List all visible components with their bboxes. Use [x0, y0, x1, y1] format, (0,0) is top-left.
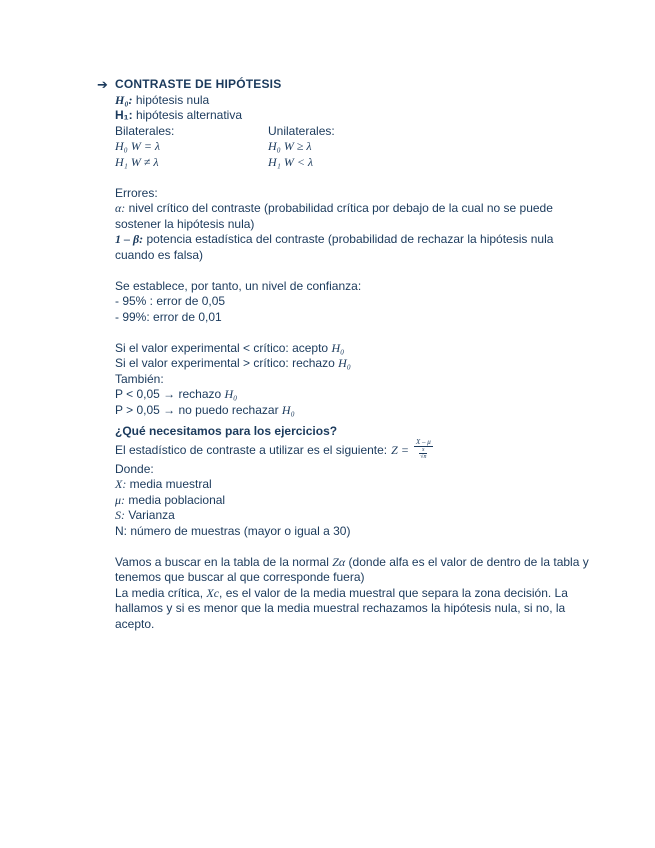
alpha-text: nivel crítico del contraste (probabilidad crítica por debajo de la cual no se puede sostener la hipótesis nula): [115, 201, 553, 231]
normal-table-text-b: (donde alfa es el valor de dentro de la tabla y tenemos que buscar al que corresponde fuera): [115, 554, 589, 584]
decision-accept-h0: H₀: [331, 340, 345, 355]
mu-definition: [115, 493, 590, 509]
document-content: [115, 77, 590, 632]
confidence-intro: Se establece, por tanto, un nivel de confianza:: [115, 278, 362, 293]
statistic-text: El estadístico de contraste a utilizar es el siguiente:: [115, 442, 388, 457]
xc-symbol: Xc: [206, 585, 220, 600]
z-formula: [391, 437, 433, 462]
p-value-reject-h0: H₀: [224, 387, 238, 401]
unilateral-h1: H₁ W < λ: [268, 154, 314, 169]
also-label: También:: [115, 371, 164, 386]
exercises-question: ¿Qué necesitamos para los ejercicios?: [115, 424, 338, 438]
section-title: CONTRASTE DE HIPÓTESIS: [115, 77, 282, 91]
bullet-arrow-icon: ➔: [97, 77, 108, 92]
p-value-reject-text: P < 0,05 → rechazo: [115, 387, 225, 401]
n-definition: N: número de muestras (mayor o igual a 30): [115, 523, 351, 538]
decision-reject: [115, 356, 590, 372]
where-label: Donde:: [115, 461, 154, 476]
mu-symbol: μ:: [115, 492, 126, 507]
decision-reject-h0: H₀: [338, 356, 351, 370]
p-value-reject: [115, 387, 590, 403]
x-definition: [115, 477, 590, 493]
formula-numerator: X – μ: [415, 437, 431, 446]
formula-den-top: s: [422, 446, 425, 453]
p-value-no-reject-text: P > 0,05 → no puedo rechazar: [115, 402, 282, 417]
mu-text: media poblacional: [125, 492, 226, 507]
decision-accept-text: Si el valor experimental < crítico: acepto: [115, 340, 332, 355]
alpha-symbol: α:: [115, 201, 126, 215]
formula-lhs: Z =: [391, 442, 409, 457]
bilateral-h1: H₁ W ≠ λ: [115, 154, 159, 169]
critical-mean-text-b: , es el valor de la media muestral que separa la zona decisión. La hallamos y si es menor que la media muestral rechazamos la hipótesis nula, si no, la acepto.: [115, 585, 568, 631]
spacer: [115, 263, 590, 279]
beta-symbol: 1 – β:: [115, 232, 144, 246]
normal-table-paragraph: [115, 555, 590, 586]
p-value-no-reject-h0: H₀: [281, 402, 295, 417]
decision-reject-text: Si el valor experimental > crítico: rechazo: [115, 356, 339, 370]
beta-text: potencia estadística del contraste (probabilidad de rechazar la hipótesis nula cuando es falsa): [115, 232, 554, 262]
unilateral-label: Unilaterales:: [268, 123, 335, 138]
h1-symbol: H₁:: [115, 108, 133, 122]
bilateral-h0: H₀ W = λ: [115, 139, 161, 153]
critical-mean-paragraph: [115, 586, 590, 633]
confidence-item-95: - 95% : error de 0,05: [115, 294, 226, 308]
spacer: [115, 539, 590, 555]
x-text: media muestral: [126, 477, 212, 491]
test-types-h0-row: [115, 139, 590, 155]
h1-text: hipótesis alternativa: [132, 108, 243, 122]
z-alpha-symbol: Zα: [332, 554, 346, 569]
formula-fraction: [414, 438, 433, 460]
p-value-no-reject: [115, 403, 590, 419]
bilateral-label: Bilaterales:: [115, 123, 175, 138]
normal-table-text-a: Vamos a buscar en la tabla de la normal: [115, 554, 333, 569]
confidence-item-99: - 99%: error de 0,01: [115, 309, 222, 324]
test-types-header: [115, 124, 590, 140]
statistic-formula-line: [115, 437, 590, 462]
spacer: [115, 170, 590, 186]
s-definition: [115, 508, 590, 524]
decision-accept: [115, 341, 590, 357]
h0-definition: [115, 93, 590, 109]
alpha-definition: [115, 201, 590, 232]
s-symbol: S:: [115, 508, 125, 522]
beta-definition: [115, 232, 590, 263]
h0-text: hipótesis nula: [132, 92, 210, 107]
s-text: Varianza: [125, 508, 175, 522]
x-symbol: X:: [115, 477, 127, 491]
critical-mean-text-a: La media crítica,: [115, 585, 207, 600]
errors-label: Errores:: [115, 185, 158, 200]
unilateral-h0: H₀ W ≥ λ: [268, 139, 312, 153]
test-types-h1-row: [115, 155, 590, 171]
h1-definition: [115, 108, 590, 124]
h0-symbol: H₀:: [115, 92, 133, 107]
spacer: [115, 325, 590, 341]
formula-den-bottom: √n: [420, 453, 427, 460]
formula-denominator: [419, 447, 427, 460]
